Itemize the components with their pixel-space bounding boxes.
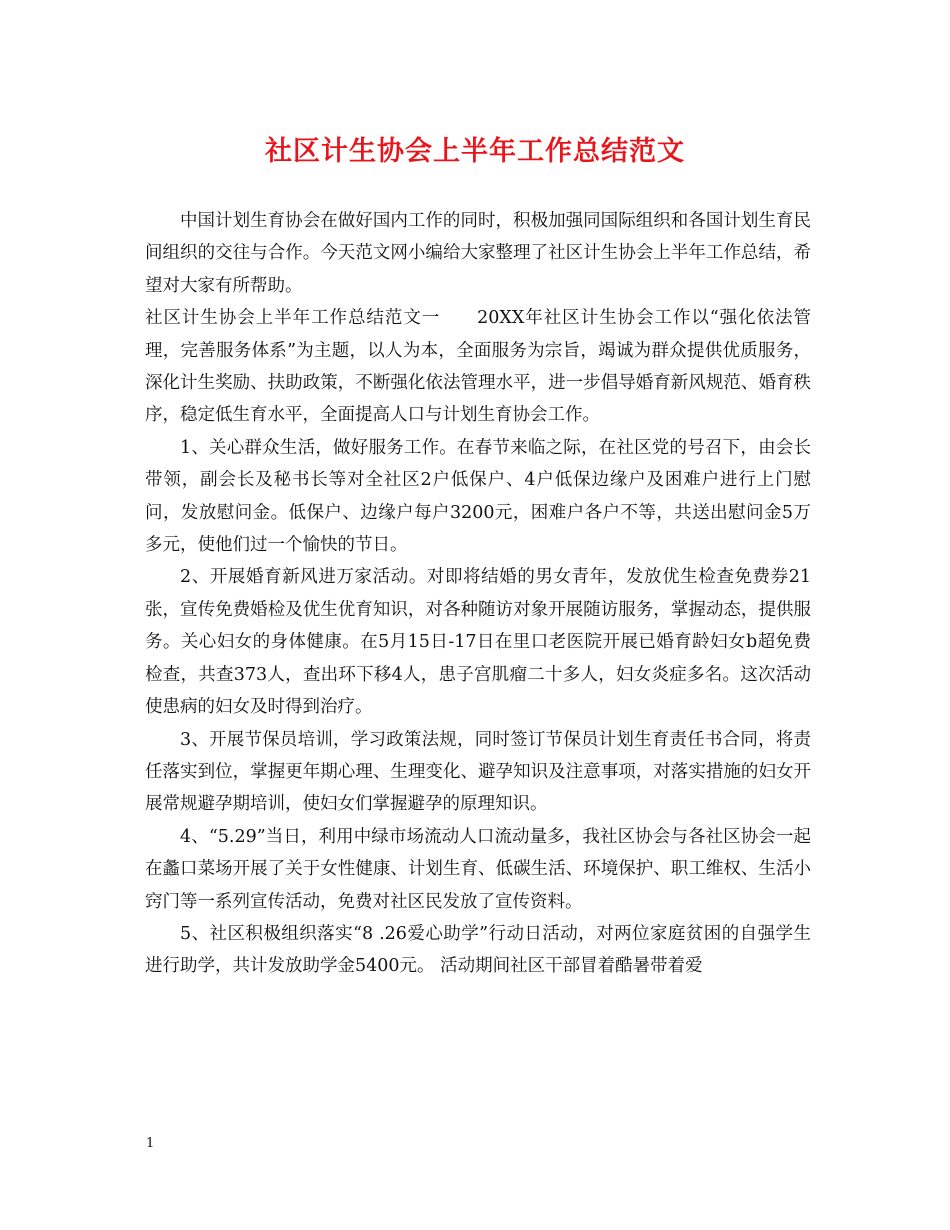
paragraph-item-5: 5、社区积极组织落实“8 .26爱心助学”行动日活动，对两位家庭贫困的自强学生进行助学，共计发放助学金5400元。 活动期间社区干部冒着酷暑带着爱	[145, 923, 811, 977]
paragraph-item-3: 3、开展节保员培训，学习政策法规，同时签订节保员计划生育责任书合同，将责任落实到位，掌握更年期心理、生理变化、避孕知识及注意事项，对落实措施的妇女开展常规避孕期培训，使妇女们掌握避孕的原理知识。	[145, 729, 811, 815]
paragraph-intro: 中国计划生育协会在做好国内工作的同时，积极加强同国际组织和各国计划生育民间组织的交往与合作。今天范文网小编给大家整理了社区计生协会上半年工作总结，希望对大家有所帮助。	[145, 211, 811, 296]
document-title: 社区计生协会上半年工作总结范文	[265, 136, 685, 167]
document-body	[145, 205, 811, 983]
paragraph-item-2: 2、开展婚育新风进万家活动。对即将结婚的男女青年，发放优生检查免费券21张，宣传免费婚检及优生优育知识，对各种随访对象开展随访服务，掌握动态，提供服务。关心妇女的身体健康。在5月15日-17日在里口老医院开展已婚育龄妇女b超免费检查，共查373人，查出环下移4人，患子宫肌瘤二十多人，妇女炎症多名。这次活动使患病的妇女及时得到治疗。	[145, 567, 811, 718]
paragraph-item-1: 1、关心群众生活，做好服务工作。在春节来临之际，在社区党的号召下，由会长带领，副会长及秘书长等对全社区2户低保户、4户低保边缘户及困难户进行上门慰问，发放慰问金。低保户、边缘户每户3200元，困难户各户不等，共送出慰问金5万多元，使他们过一个愉快的节日。	[145, 437, 811, 556]
page-number: 1	[146, 1136, 155, 1151]
paragraph-summary-one: 社区计生协会上半年工作总结范文一 20XX年社区计生协会工作以“强化依法管理，完善服务体系”为主题，以人为本，全面服务为宗旨，竭诚为群众提供优质服务，深化计生奖励、扶助政策，不断强化依法管理水平，进一步倡导婚育新风规范、婚育秩序，稳定低生育水平，全面提高人口与计划生育协会工作。	[145, 308, 811, 426]
paragraph-item-4: 4、“5.29”当日，利用中绿市场流动人口流动量多，我社区协会与各社区协会一起在蠡口菜场开展了关于女性健康、计划生育、低碳生活、环境保护、职工维权、生活小窍门等一系列宣传活动，免费对社区民发放了宣传资料。	[145, 826, 811, 912]
